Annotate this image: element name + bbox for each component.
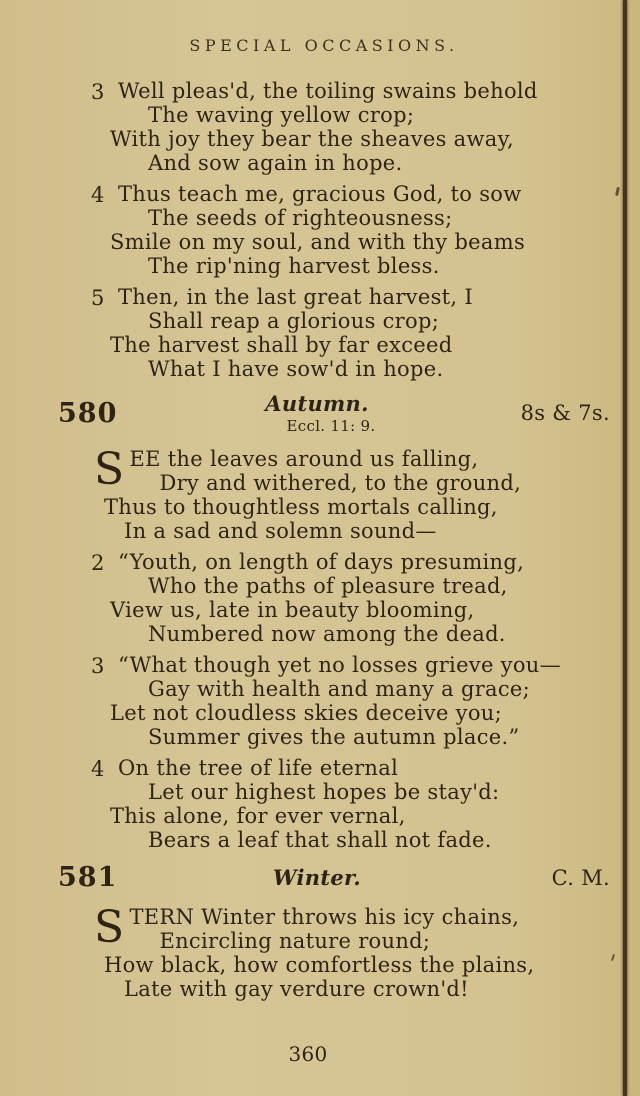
verse-line: Summer gives the autumn place.” [148, 725, 520, 749]
verse [94, 444, 612, 543]
verse-line: View us, late in beauty blooming, [110, 598, 475, 622]
verse-line: Gay with health and many a grace; [148, 677, 531, 701]
verse-line: “Youth, on length of days presuming, [118, 550, 525, 574]
verse-line: Thus teach me, gracious God, to sow [118, 182, 522, 206]
verse-number: 2 [91, 551, 105, 575]
drop-cap: S [94, 444, 125, 495]
verse-line: This alone, for ever vernal, [110, 804, 406, 828]
hymn-scripture-reference: Eccl. 11: 9. [286, 417, 376, 435]
verse-line: On the tree of life eternal [118, 756, 399, 780]
verse [91, 182, 612, 278]
hymn-number: 580 [58, 397, 118, 429]
verse-line: Let our highest hopes be stay'd: [148, 780, 500, 804]
running-header: SPECIAL OCCASIONS. [189, 36, 459, 55]
verse-number: 3 [91, 80, 105, 104]
hymn-verses [91, 444, 612, 852]
verse-line: Let not cloudless skies deceive you; [110, 701, 502, 725]
verse [91, 550, 612, 646]
verse-number: 5 [91, 286, 105, 310]
verse-line: “What though yet no losses grieve you— [118, 653, 561, 677]
hymn-title-block [132, 865, 502, 890]
hymn-meter: C. M. [551, 865, 610, 890]
hymn-verses [94, 902, 612, 1001]
drop-cap: S [94, 902, 125, 953]
verse-line: Bears a leaf that shall not fade. [148, 828, 492, 852]
verse-line: What I have sow'd in hope. [148, 357, 444, 381]
verse-line: SEE the leaves around us falling, [94, 444, 479, 495]
verse-line: Dry and withered, to the ground, [159, 471, 522, 495]
verse-line: With joy they bear the sheaves away, [110, 127, 514, 151]
verse [91, 756, 612, 852]
hymn-title: Winter. [272, 865, 362, 890]
verse-number: 4 [91, 757, 105, 781]
verse-line: The harvest shall by far exceed [110, 333, 453, 357]
verse-line: Numbered now among the dead. [148, 622, 506, 646]
hymn-580 [36, 391, 612, 852]
hymn-581 [36, 862, 612, 1001]
page-edge-line [623, 0, 627, 1096]
verse-line: Encircling nature round; [159, 929, 431, 953]
verse [91, 79, 612, 175]
verse-line: The waving yellow crop; [148, 103, 415, 127]
verse-number: 3 [91, 654, 105, 678]
verse-number: 4 [91, 183, 105, 207]
verse-line: Late with gay verdure crown'd! [124, 977, 469, 1001]
verse-line: Smile on my soul, and with thy beams [110, 230, 526, 254]
verse [94, 902, 612, 1001]
hymn-meter: 8s & 7s. [520, 401, 610, 425]
hymn-header [36, 391, 612, 435]
hymn-number: 581 [58, 862, 118, 893]
verse-line: The seeds of righteousness; [148, 206, 453, 230]
page-number: 360 [288, 1042, 328, 1066]
verse-line: Shall reap a glorious crop; [148, 309, 440, 333]
hymn-title-block [132, 391, 502, 435]
hymn-title: Autumn. [265, 391, 369, 416]
verse-line: Then, in the last great harvest, I [118, 285, 473, 309]
continued-hymn-verses [91, 79, 612, 381]
verse-line: In a sad and solemn sound— [124, 519, 437, 543]
page-edge-shade [627, 0, 640, 1096]
verse [91, 653, 612, 749]
hymns-container [36, 391, 612, 1001]
verse-line: STERN Winter throws his icy chains, [94, 902, 520, 953]
verse-line: And sow again in hope. [148, 151, 403, 175]
verse-line: Well pleas'd, the toiling swains behold [118, 79, 538, 103]
verse-line: Thus to thoughtless mortals calling, [104, 495, 498, 519]
verse-line: The rip'ning harvest bless. [148, 254, 440, 278]
verse-line: Who the paths of pleasure tread, [148, 574, 508, 598]
hymn-header [36, 862, 612, 893]
verse [91, 285, 612, 381]
verse-line: How black, how comfortless the plains, [104, 953, 535, 977]
